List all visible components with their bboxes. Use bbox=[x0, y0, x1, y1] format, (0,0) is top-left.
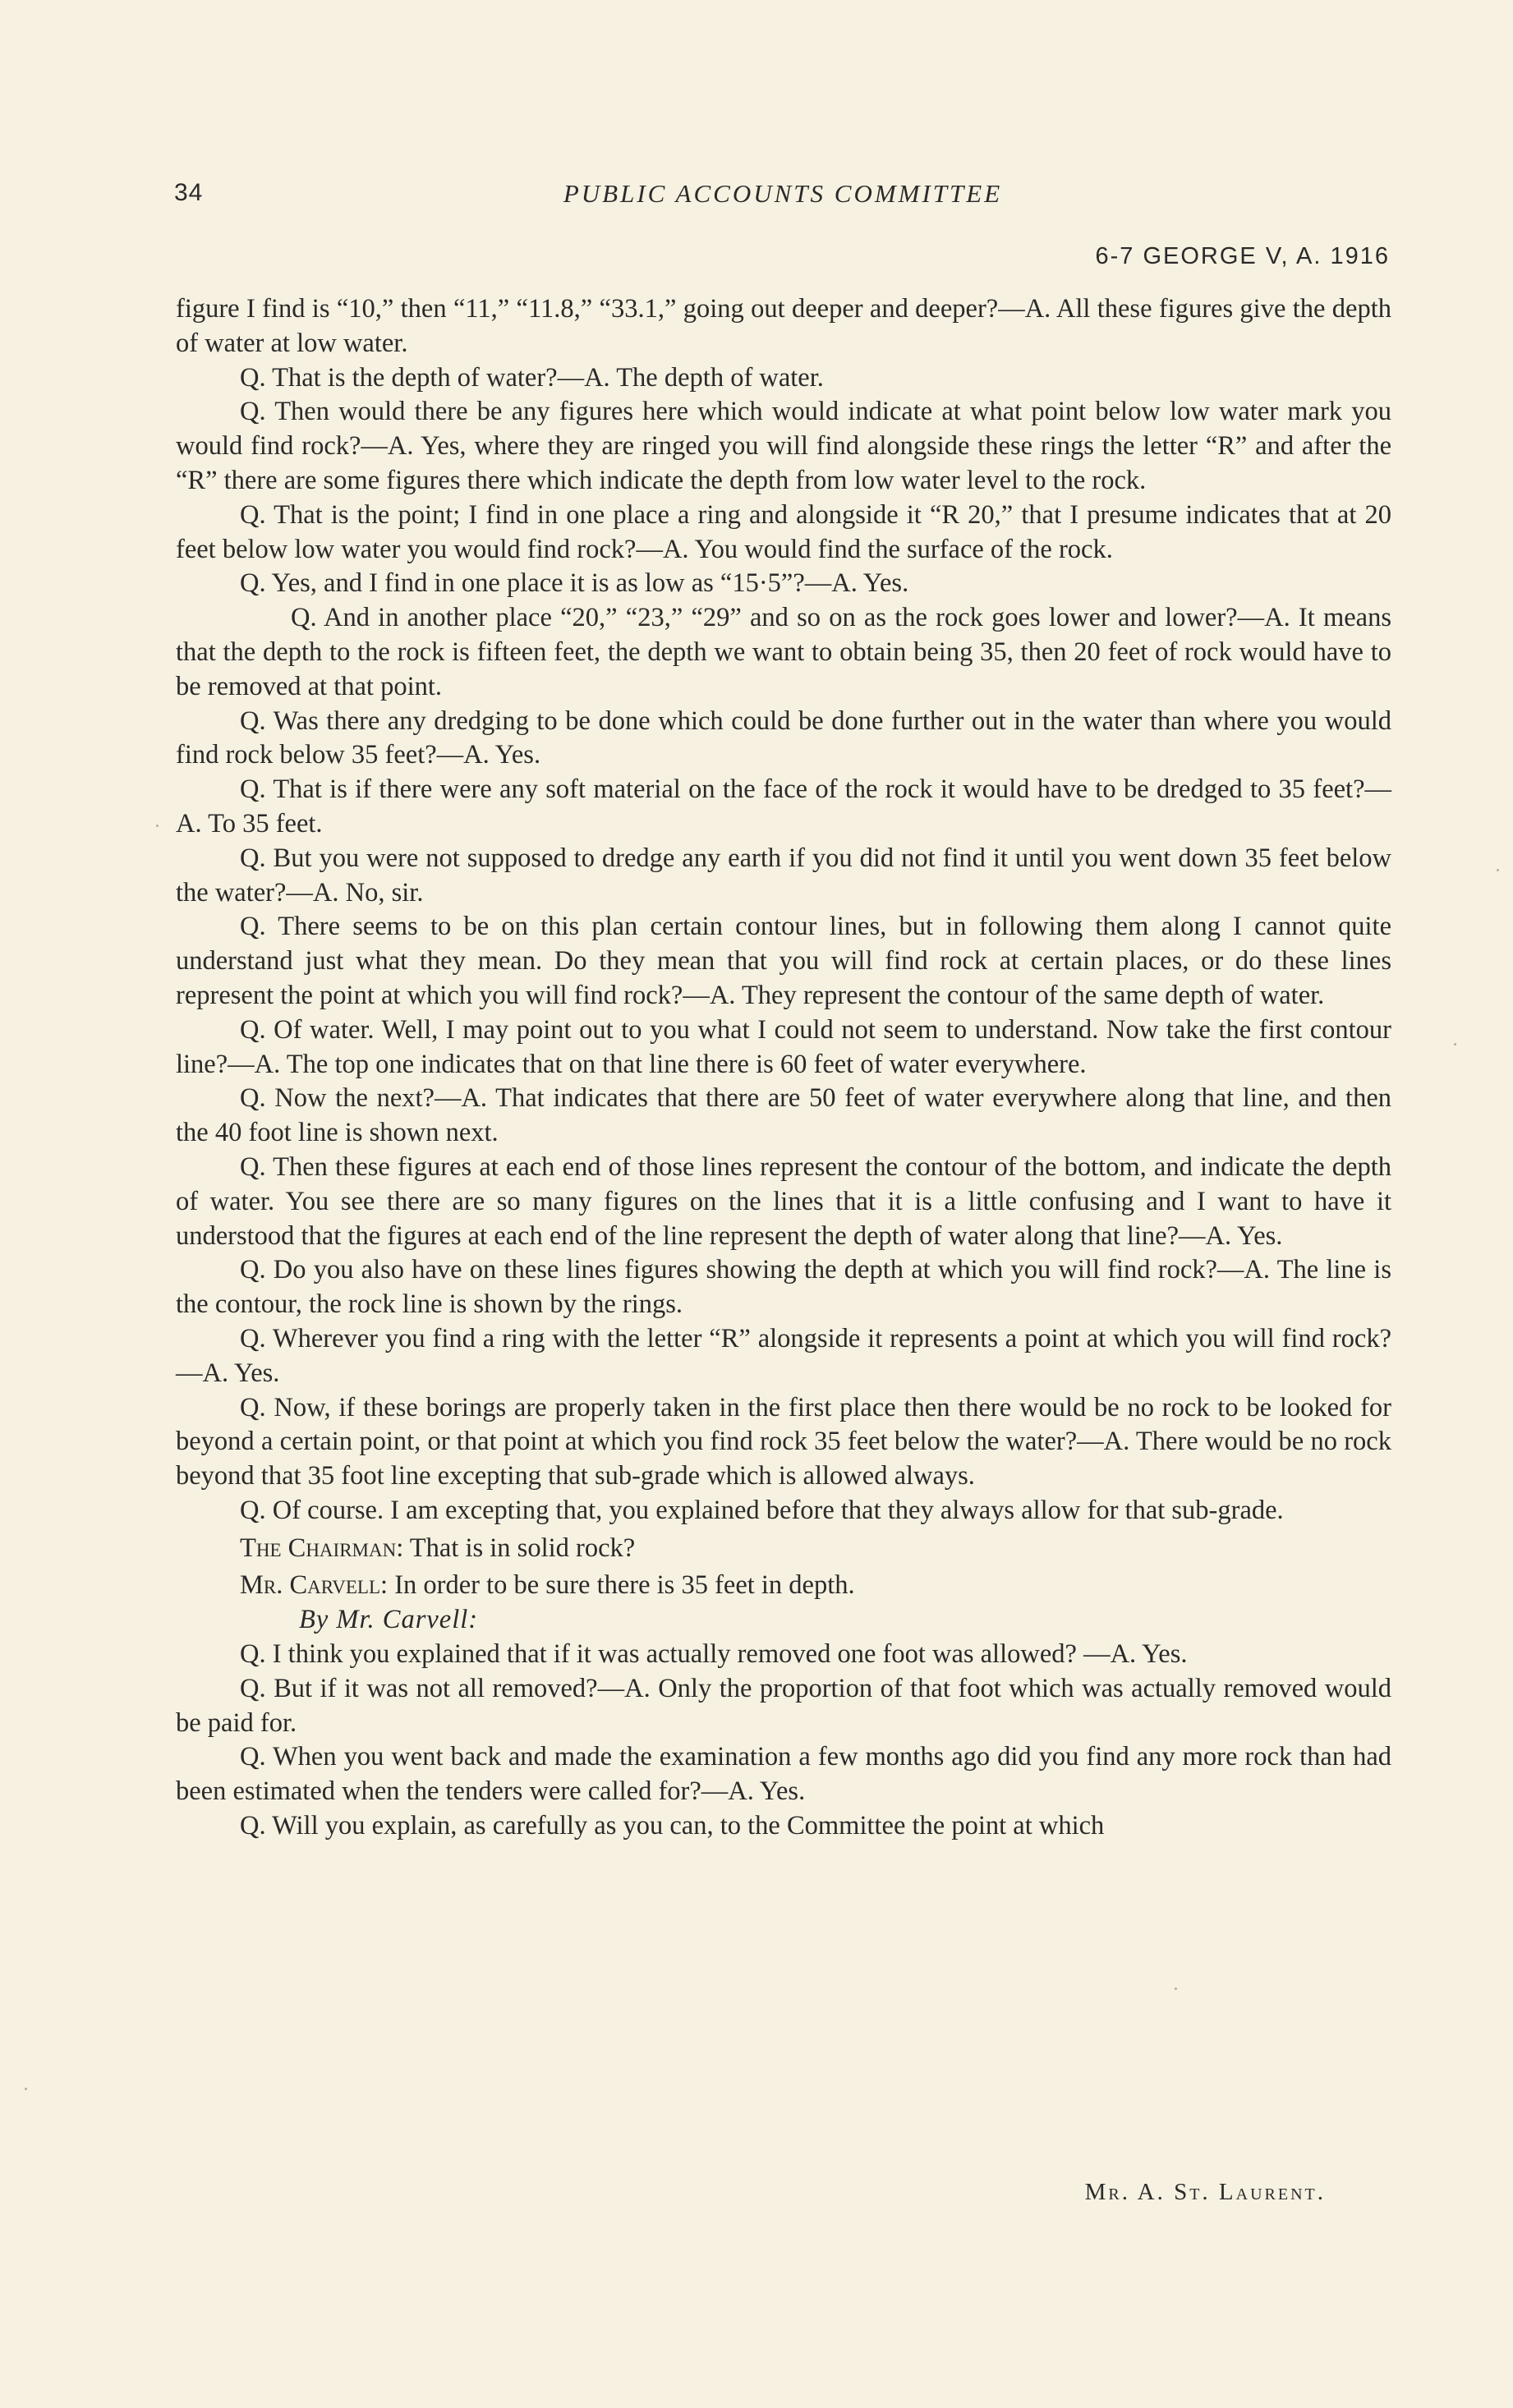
paragraph: Q. There seems to be on this plan certain contour lines, but in following them along I cannot quite understand just what they mean. Do they mean that you will find rock at certain places, or do these lines represent the point at which you will find rock?—A. They represent the contour of the same depth of water. bbox=[176, 912, 1391, 1010]
paragraph: Q. But you were not supposed to dredge any earth if you did not find it until you went down 35 feet below the water?—A. No, sir. bbox=[176, 843, 1391, 908]
speaker-name: The Chairman bbox=[240, 1533, 397, 1563]
statement-text: : In order to be sure there is 35 feet in depth. bbox=[380, 1570, 855, 1601]
paragraph: Q. Now, if these borings are properly taken in the first place then there would be no rock to be looked for beyond a certain point, or that point at which you find rock 35 feet below the water?—A. There would be no rock beyond that 35 foot line excepting that sub-grade which is allowed always. bbox=[176, 1392, 1391, 1491]
statement-text: : That is in solid rock? bbox=[396, 1533, 636, 1563]
paragraph: Q. Of water. Well, I may point out to you what I could not seem to understand. Now take the first contour line?—A. The top one indicates that on that line there is 60 feet of water everywhere. bbox=[176, 1014, 1391, 1079]
paper-speck bbox=[1497, 869, 1499, 871]
running-title: PUBLIC ACCOUNTS COMMITTEE bbox=[563, 179, 1003, 208]
paragraph: Q. Do you also have on these lines figures showing the depth at which you will find rock?—A. The line is the contour, the rock line is shown by the rings. bbox=[176, 1255, 1391, 1320]
examiner-byline: By Mr. Carvell: bbox=[299, 1605, 479, 1635]
paragraph: Q. Now the next?—A. That indicates that there are 50 feet of water everywhere along that line, and then the 40 foot line is shown next. bbox=[176, 1083, 1391, 1148]
paragraph: Q. I think you explained that if it was actually removed one foot was allowed? —A. Yes. bbox=[240, 1639, 1188, 1670]
paragraph: Q. When you went back and made the examination a few months ago did you find any more rock than had been estimated when the tenders were called for?—A. Yes. bbox=[176, 1742, 1391, 1807]
paragraph: Q. Was there any dredging to be done which could be done further out in the water than where you would find rock below 35 feet?—A. Yes. bbox=[176, 705, 1391, 770]
session-reference: 6-7 GEORGE V, A. 1916 bbox=[1095, 243, 1390, 269]
paragraph: Q. Wherever you find a ring with the letter “R” alongside it represents a point at which you will find rock?—A. Yes. bbox=[176, 1323, 1391, 1388]
paper-speck bbox=[25, 2088, 27, 2090]
paper-speck bbox=[156, 825, 159, 827]
paragraph: Q. But if it was not all removed?—A. Only the proportion of that foot which was actually removed would be paid for. bbox=[176, 1673, 1391, 1738]
speaker-name: Mr. Carvell bbox=[240, 1570, 381, 1601]
paragraph: Q. Of course. I am excepting that, you explained before that they always allow for that sub-grade. bbox=[240, 1495, 1284, 1525]
chairman-statement bbox=[176, 1532, 1391, 1566]
paragraph: Q. Will you explain, as carefully as you can, to the Committee the point at which bbox=[240, 1811, 1105, 1841]
witness-footer: Mr. A. St. Laurent. bbox=[1084, 2179, 1326, 2205]
paragraph: Q. That is the point; I find in one place a ring and alongside it “R 20,” that I presume indicates that at 20 feet below low water you would find rock?—A. You would find the surface of the rock. bbox=[176, 499, 1391, 564]
running-header bbox=[174, 179, 1391, 220]
paragraph: Q. And in another place “20,” “23,” “29” and so on as the rock goes lower and lower?—A. It means that the depth to the rock is fifteen feet, the depth we want to obtain being 35, then 20 feet of rock would have to be removed at that point. bbox=[176, 603, 1391, 701]
paper-speck bbox=[1454, 1043, 1456, 1045]
paragraph: figure I find is “10,” then “11,” “11.8,” “33.1,” going out deeper and deeper?—A. All these figures give the depth of water at low water. bbox=[176, 294, 1391, 358]
paragraph: Q. Yes, and I find in one place it is as low as “15·5”?—A. Yes. bbox=[240, 568, 909, 599]
paragraph: Q. That is if there were any soft material on the face of the rock it would have to be dredged to 35 feet?—A. To 35 feet. bbox=[176, 774, 1391, 839]
paragraph: Q. That is the depth of water?—A. The depth of water. bbox=[240, 362, 824, 393]
body-text bbox=[176, 292, 1391, 1844]
paragraph: Q. Then these figures at each end of those lines represent the contour of the bottom, and indicate the depth of water. You see there are so many figures on the lines that it is a little confusing and I want to have it understood that the figures at each end of the line represent the depth of water along that line?—A. Yes. bbox=[176, 1151, 1391, 1251]
paragraph: Q. Then would there be any figures here which would indicate at what point below low water mark you would find rock?—A. Yes, where they are ringed you will find alongside these rings the letter “R” and after the “R” there are some figures there which indicate the depth from low water level to the rock. bbox=[176, 397, 1391, 495]
paper-speck bbox=[1175, 1988, 1177, 1990]
page-number: 34 bbox=[174, 179, 204, 206]
carvell-statement bbox=[176, 1569, 1391, 1603]
